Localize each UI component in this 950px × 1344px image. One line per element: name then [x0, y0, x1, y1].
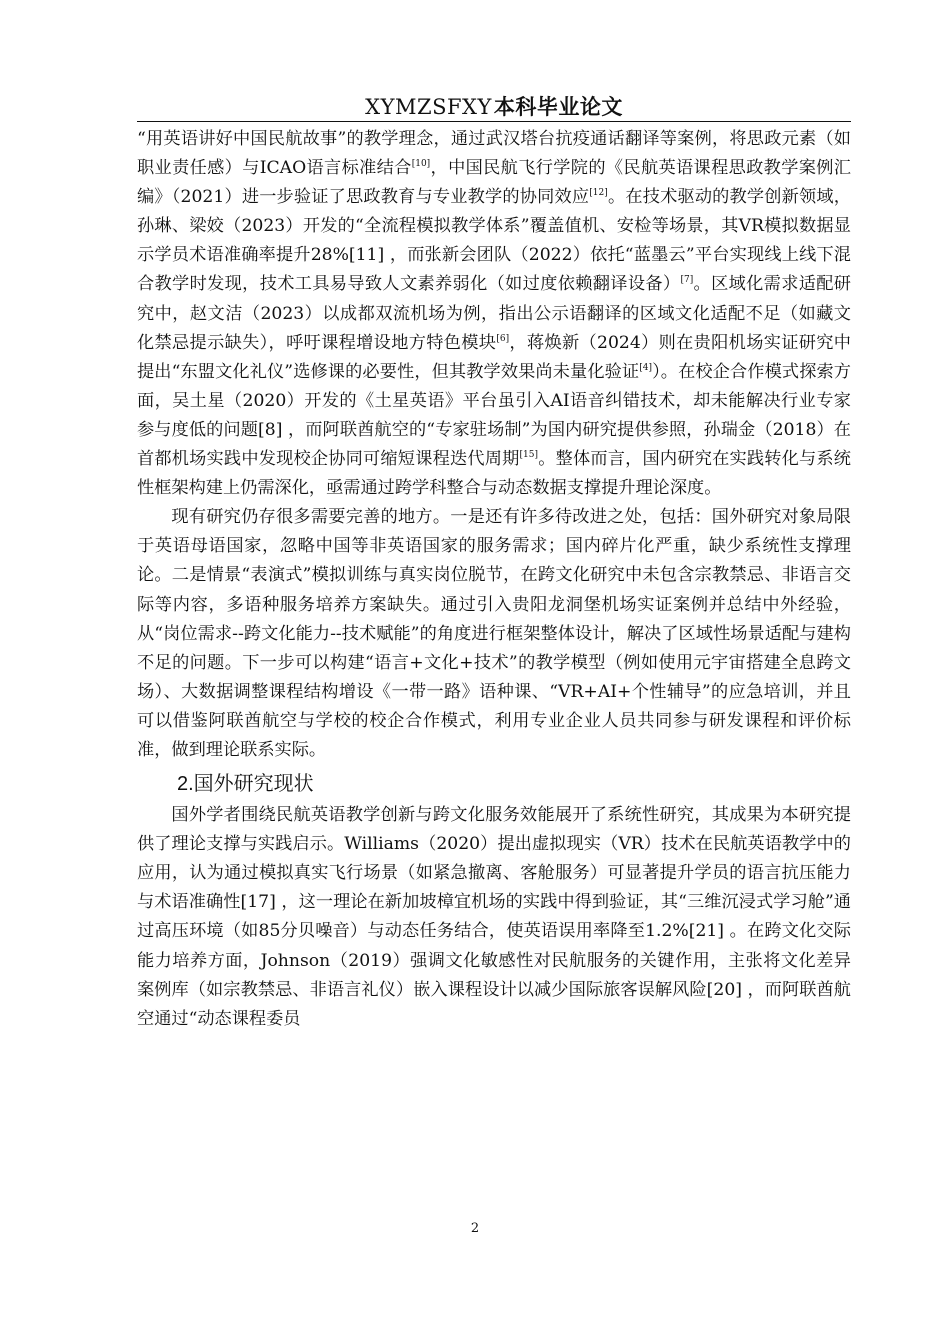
- text-run: ）。在校企合作模式探索方面，吴土星（2020）开发的《土星英语》平台虽引入AI语音纠错技术，却未能解决行业专家参与度低的问题[8] ，而阿联酋航空的“专家驻场制”为国内研究提供参照，孙瑞金（2018）在首都机场实践中发现校企协同可缩短课程迭代周期: [137, 361, 851, 470]
- page-number: 2: [470, 1221, 480, 1236]
- header-code: XYMZSFXY: [365, 95, 492, 119]
- citation-superscript: [15]: [519, 450, 539, 461]
- body-text: [137, 125, 851, 1034]
- paragraph-2: [137, 503, 851, 765]
- citation-superscript: [7]: [680, 275, 694, 286]
- text-run: 现有研究仍存很多需要完善的地方。一是还有许多待改进之处，包括：国外研究对象局限于英语母语国家，忽略中国等非英语国家的服务需求；国内碎片化严重，缺少系统性支撑理论。二是情景“表演式”模拟训练与真实岗位脱节，在跨文化研究中未包含宗教禁忌、非语言交际等内容，多语种服务培养方案缺失。通过引入贵阳龙洞堡机场实证案例并总结中外经验，从“岗位需求--跨文化能力--技术赋能”的角度进行框架整体设计，解决了区域性场景适配与建构不足的问题。下一步可以构建“语言+文化+技术”的教学模型（例如使用元宇宙搭建全息跨文场）、大数据调整课程结构增设《一带一路》语种课、“VR+AI+个性辅导”的应急培训，并且可以借鉴阿联酋航空与学校的校企合作模式，利用专业企业人员共同参与研发课程和评价标准，做到理论联系实际。: [137, 507, 851, 760]
- paragraph-1: [137, 125, 851, 503]
- header-rule: [137, 121, 851, 122]
- text-run: 。整体而言，国内研究在实践转化与系统性框架构建上仍需深化，亟需通过跨学科整合与动态数据支撑提升理论深度。: [137, 449, 851, 499]
- text-run: 。区域化需求适配研究中，赵文洁（2023）以成都双流机场为例，指出公示语翻译的区域文化适配不足（如藏文化禁忌提示缺失），呼吁课程增设地方特色模块: [137, 274, 851, 353]
- citation-superscript: [10]: [411, 159, 431, 170]
- section-heading: 2.国外研究现状: [177, 773, 314, 796]
- citation-superscript: [12]: [589, 188, 608, 199]
- page-header: [137, 92, 851, 122]
- citation-superscript: [4]: [639, 362, 652, 373]
- paragraph-3: [137, 801, 851, 1034]
- text-run: 国外学者围绕民航英语教学创新与跨文化服务效能展开了系统性研究，其成果为本研究提供了理论支撑与实践启示。Williams（2020）提出虚拟现实（VR）技术在民航英语教学中的应用，认为通过模拟真实飞行场景（如紧急撤离、客舱服务）可显著提升学员的语言抗压能力与术语准确性[17] ，这一理论在新加坡樟宜机场的实践中得到验证，其“三维沉浸式学习舱”通过高压环境（如85分贝噪音）与动态任务结合，使英语误用率降至1.2%[21] 。在跨文化交际能力培养方面，Johnson（2019）强调文化敏感性对民航服务的关键作用，主张将文化差异案例库（如宗教禁忌、非语言礼仪）嵌入课程设计以减少国际旅客误解风险[20] ，而阿联酋航空通过“动态课程委员: [137, 805, 851, 1029]
- header-title: 本科毕业论文: [493, 95, 623, 119]
- citation-superscript: [6]: [496, 333, 510, 344]
- text-run: 。在技术驱动的教学创新领域，孙琳、梁姣（2023）开发的“全流程模拟教学体系”覆盖值机、安检等场景，其VR模拟数据显示学员术语准确率提升28%[11] ，而张新会团队（2022）依托“蓝墨云”平台实现线上线下混合教学时发现，技术工具易导致人文素养弱化（如过度依赖翻译设备）: [137, 187, 851, 295]
- text-run: ，中国民航飞行学院的《民航英语课程思政教学案例汇编》（2021）进一步验证了思政教育与专业教学的协同效应: [137, 158, 851, 208]
- text-run: ，蒋焕新（2024）则在贵阳机场实证研究中提出“东盟文化礼仪”选修课的必要性，但其教学效果尚未量化验证: [137, 332, 851, 382]
- text-run: “用英语讲好中国民航故事”的教学理念，通过武汉塔台抗疫通话翻译等案例，将思政元素（如职业责任感）与ICAO语言标准结合: [137, 129, 851, 179]
